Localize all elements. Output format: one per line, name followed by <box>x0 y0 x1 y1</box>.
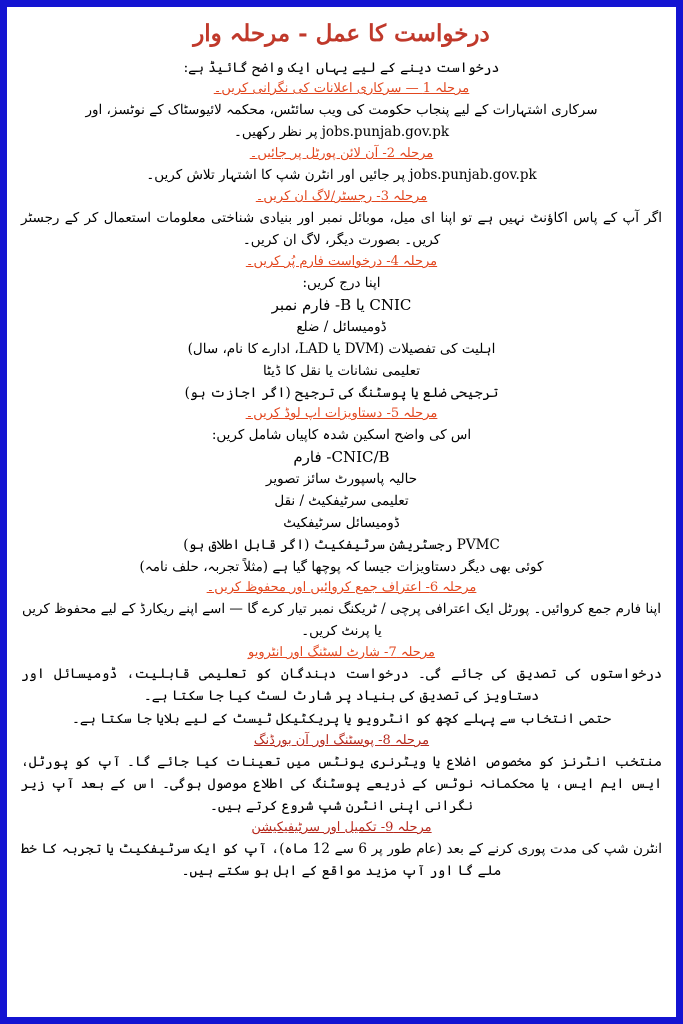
step-4-item: ترجیحی ضلع یا پوسٹنگ کی ترجیح (اگر اجازت ہو) <box>184 385 499 401</box>
step-4-heading: مرحلہ 4- درخواست فارم پُر کریں۔ <box>245 254 438 269</box>
step-9-heading: مرحلہ 9- تکمیل اور سرٹیفیکیشن <box>251 820 432 835</box>
step-7-text: حتمی انتخاب سے پہلے کچھ کو انٹرویو یا پریکٹیکل ٹیسٹ کے لیے بلایا جا سکتا ہے۔ <box>72 711 611 727</box>
intro-text: درخواست دینے کے لیے یہاں ایک واضح گائیڈ ہے: <box>183 60 500 76</box>
step-5-item: کوئی بھی دیگر دستاویزات جیسا کہ پوچھا گیا ہے (مثلاً تجربہ، حلف نامہ) <box>139 559 544 575</box>
step-4-item: تعلیمی نشانات یا نقل کا ڈیٹا <box>263 363 420 379</box>
step-6-heading: مرحلہ 6- اعتراف جمع کروائیں اور محفوظ کریں۔ <box>206 580 477 595</box>
step-2-heading: مرحلہ 2- آن لائن پورٹل پر جائیں۔ <box>249 146 434 161</box>
step-1-text: سرکاری اشتہارات کے لیے پنجاب حکومت کی ویب سائٹس، محکمہ لائیوسٹاک کے نوٹسز، اور jobs.punjab.gov.pk پر نظر رکھیں۔ <box>85 102 598 140</box>
step-8-heading: مرحلہ 8- پوسٹنگ اور آن بورڈنگ <box>253 733 430 748</box>
step-5-heading: مرحلہ 5- دستاویزات اپ لوڈ کریں۔ <box>245 406 438 421</box>
step-4-item: CNIC یا B- فارم نمبر <box>271 296 412 314</box>
step-9-text: انٹرن شپ کی مدت پوری کرنے کے بعد (عام طور پر 6 سے 12 ماہ)، آپ کو ایک سرٹیفکیٹ یا تجربہ کا خط ملے گا اور آپ مزید مواقع کے اہل ہو سکتے ہیں۔ <box>21 841 662 879</box>
step-4-item: ڈومیسائل / ضلع <box>296 319 387 335</box>
step-4-item: اہلیت کی تفصیلات (DVM یا LAD، ادارے کا نام، سال) <box>187 341 496 357</box>
step-1-heading: مرحلہ 1 — سرکاری اعلانات کی نگرانی کریں۔ <box>213 81 470 96</box>
step-5-item: PVMC رجسٹریشن سرٹیفکیٹ (اگر قابل اطلاق ہو) <box>183 537 500 553</box>
step-5-item: حالیہ پاسپورٹ سائز تصویر <box>265 471 418 487</box>
page-frame <box>7 7 676 1017</box>
step-7-text: درخواستوں کی تصدیق کی جائے گی۔ درخواست دہندگان کو تعلیمی قابلیت، ڈومیسائل اور دستاویز کی تصدیق کی بنیاد پر شارٹ لسٹ کیا جا سکتا ہے۔ <box>21 666 662 704</box>
step-5-text: اس کی واضح اسکین شدہ کاپیاں شامل کریں: <box>211 427 472 443</box>
step-5-item: تعلیمی سرٹیفکیٹ / نقل <box>274 493 409 509</box>
step-5-item: ڈومیسائل سرٹیفکیٹ <box>283 515 400 531</box>
step-2-text: jobs.punjab.gov.pk پر جائیں اور انٹرن شپ کا اشتہار تلاش کریں۔ <box>146 167 537 183</box>
step-3-text: اگر آپ کے پاس اکاؤنٹ نہیں ہے تو اپنا ای میل، موبائل نمبر اور بنیادی شناختی معلومات استعمال کر کے رجسٹر کریں۔ بصورت دیگر، لاگ ان کریں۔ <box>21 210 662 248</box>
step-8-text: منتخب انٹرنز کو مخصوص اضلاع یا ویٹرنری یونٹس میں تعینات کیا جائے گا۔ آپ کو پورٹل، ایس ایم ایس، یا محکمانہ نوٹس کے ذریعے پوسٹنگ کی اطلاع موصول ہوگی۔ اس کے بعد آپ زیر نگرانی اپنی انٹرن شپ شروع کرتے ہیں۔ <box>21 754 662 814</box>
step-5-item: CNIC/B- فارم <box>293 448 390 466</box>
step-7-heading: مرحلہ 7- شارٹ لسٹنگ اور انٹرویو <box>248 645 435 660</box>
step-4-text: اپنا درج کریں: <box>302 275 381 291</box>
step-3-heading: مرحلہ 3- رجسٹر/لاگ ان کریں۔ <box>255 189 428 204</box>
page-title: درخواست کا عمل - مرحلہ وار <box>193 20 490 47</box>
document-body <box>7 7 676 882</box>
step-6-text: اپنا فارم جمع کروائیں۔ پورٹل ایک اعترافی پرچی / ٹریکنگ نمبر تیار کرے گا — اسے اپنے ریکارڈ کے لیے محفوظ کریں یا پرنٹ کریں۔ <box>21 601 662 639</box>
